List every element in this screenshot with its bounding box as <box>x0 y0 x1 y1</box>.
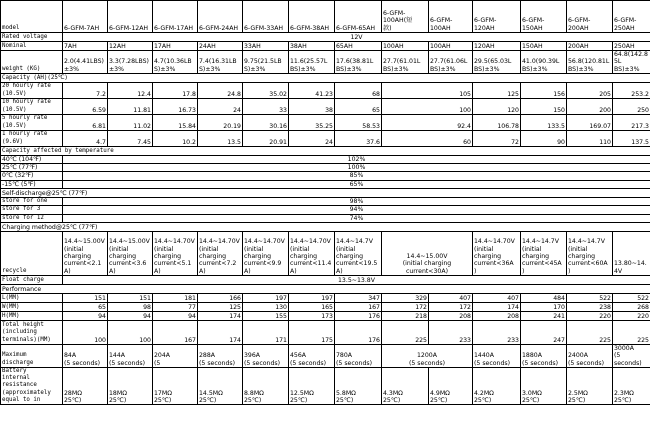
self-discharge-label: store for 3 <box>1 206 63 214</box>
capacity-value-cell: 35.02 <box>243 82 289 98</box>
performance-value-cell: 233 <box>429 320 473 344</box>
nominal-cell: 24AH <box>198 42 243 51</box>
capacity-value-cell: 92.4 <box>382 114 473 130</box>
capacity-value-cell: 125 <box>473 82 521 98</box>
model-name-cell: 6-GFM- 150AH <box>521 1 567 33</box>
capacity-value-cell: 65 <box>335 98 382 114</box>
performance-value-cell: 151 <box>108 293 153 302</box>
charging-header-row <box>1 222 650 231</box>
capacity-value-cell: 137.5 <box>613 130 650 146</box>
performance-value-cell: 130 <box>243 302 289 311</box>
recycle-cell: 14.4~14.7V (initial charging current<60A ) <box>567 231 613 275</box>
max-discharge-label: Maximum discharge <box>1 344 63 367</box>
performance-value-cell: 208 <box>473 311 521 320</box>
performance-value-cell: 225 <box>567 320 613 344</box>
self-discharge-value: 98% <box>63 198 650 206</box>
capacity-value-cell: 12.4 <box>108 82 153 98</box>
capacity-value-cell: 11.81 <box>108 98 153 114</box>
capacity-value-cell: 15.84 <box>153 114 198 130</box>
performance-value-cell: 522 <box>613 293 650 302</box>
capacity-value-cell: 16.73 <box>153 98 198 114</box>
temperature-row <box>1 155 650 163</box>
capacity-header-row <box>1 73 650 82</box>
performance-value-cell: 65 <box>63 302 108 311</box>
capacity-value-cell: 20.19 <box>198 114 243 130</box>
performance-value-cell: 225 <box>613 320 650 344</box>
capacity-rate-label: 10 hourly rate (10.5V) <box>1 98 63 114</box>
self-discharge-row <box>1 198 650 206</box>
recycle-last-cell: 13.80~14.4V <box>613 231 650 275</box>
resistance-cell: 2.3MΩ 25℃) <box>613 367 650 404</box>
temperature-value: 100% <box>63 164 650 172</box>
performance-value-cell: 347 <box>335 293 382 302</box>
performance-value-cell: 98 <box>108 302 153 311</box>
capacity-header: Capacity (AH)(25℃) <box>1 73 650 82</box>
weight-cell: 11.6(25.57L BS)±3% <box>289 51 335 74</box>
weight-row <box>1 51 650 74</box>
capacity-value-cell: 24 <box>289 130 335 146</box>
performance-value-cell: 197 <box>289 293 335 302</box>
nominal-label: Nominal <box>1 42 63 51</box>
performance-value-cell: 174 <box>473 302 521 311</box>
weight-cell: 27.7(61.01L BS)±3% <box>382 51 429 74</box>
max-discharge-cell: 1880A (5 seconds) <box>521 344 567 367</box>
performance-label: W(MM) <box>1 302 63 311</box>
weight-cell: 41.0(90.39L BS)±3% <box>521 51 567 74</box>
performance-value-cell: 522 <box>567 293 613 302</box>
float-charge-row <box>1 275 650 284</box>
performance-value-cell: 268 <box>613 302 650 311</box>
capacity-value-cell: 13.5 <box>198 130 243 146</box>
self-discharge-value: 74% <box>63 214 650 222</box>
model-name-cell: 6-GFM-65AH <box>335 1 382 33</box>
capacity-row <box>1 98 650 114</box>
capacity-value-cell: 60 <box>382 130 473 146</box>
performance-value-cell: 172 <box>429 302 473 311</box>
max-discharge-row <box>1 344 650 367</box>
performance-value-cell: 238 <box>567 302 613 311</box>
performance-value-cell: 181 <box>153 293 198 302</box>
recycle-label: recycle <box>1 231 63 275</box>
float-charge-label: Float charge <box>1 275 63 284</box>
performance-value-cell: 173 <box>289 311 335 320</box>
resistance-cell: 5.8MΩ 25℃) <box>335 367 382 404</box>
nominal-cell: 12AH <box>108 42 153 51</box>
weight-cell: 64.8(142.85L BS)±3% <box>613 51 650 74</box>
capacity-value-cell: 58.53 <box>335 114 382 130</box>
self-discharge-value: 94% <box>63 206 650 214</box>
capacity-value-cell: 150 <box>521 98 567 114</box>
resistance-label: Battery internal resistance (approximately equal to in <box>1 367 63 404</box>
max-discharge-cell: 84A (5 seconds) <box>63 344 108 367</box>
rated-voltage-label: Rated voltage <box>1 33 63 42</box>
model-name-cell: 6-GFM-7AH <box>63 1 108 33</box>
resistance-cell: 8.8MΩ 25℃) <box>243 367 289 404</box>
capacity-value-cell: 200 <box>567 98 613 114</box>
performance-value-cell: 220 <box>613 311 650 320</box>
capacity-value-cell: 156 <box>521 82 567 98</box>
weight-cell: 3.3(7.28LBS) ±3% <box>108 51 153 74</box>
recycle-row <box>1 231 650 275</box>
capacity-value-cell: 253.2 <box>613 82 650 98</box>
float-charge-value: 13.5~13.8V <box>63 275 650 284</box>
weight-cell: 9.75(21.5LB S)±3% <box>243 51 289 74</box>
temperature-header-row <box>1 146 650 155</box>
capacity-value-cell: 205 <box>567 82 613 98</box>
model-name-cell: 6-GFM- 200AH <box>567 1 613 33</box>
performance-value-cell: 167 <box>335 302 382 311</box>
max-discharge-cell: 2400A (5 seconds) <box>567 344 613 367</box>
performance-header-row <box>1 284 650 293</box>
performance-value-cell: 225 <box>382 320 429 344</box>
capacity-value-cell: 17.8 <box>153 82 198 98</box>
capacity-value-cell: 24 <box>198 98 243 114</box>
performance-value-cell: 174 <box>198 320 243 344</box>
resistance-cell: 12.5MΩ 25℃) <box>289 367 335 404</box>
capacity-value-cell: 20.91 <box>243 130 289 146</box>
temperature-value: 102% <box>63 155 650 163</box>
performance-value-cell: 220 <box>567 311 613 320</box>
capacity-value-cell: 106.78 <box>473 114 521 130</box>
resistance-cell: 28MΩ 25℃) <box>63 367 108 404</box>
weight-cell: 56.8(120.81L BS)±3% <box>567 51 613 74</box>
temperature-row <box>1 172 650 180</box>
performance-value-cell: 176 <box>335 311 382 320</box>
temperature-row <box>1 180 650 188</box>
max-discharge-cell: 780A (5 seconds) <box>335 344 382 367</box>
recycle-cell: 14.4~14.70V (initial charging current<5.1 A) <box>153 231 198 275</box>
model-name-cell: 6-GFM-24AH <box>198 1 243 33</box>
self-discharge-label: store for 12 <box>1 214 63 222</box>
capacity-value-cell: 169.07 <box>567 114 613 130</box>
performance-label: L(MM) <box>1 293 63 302</box>
self-discharge-row <box>1 206 650 214</box>
charging-header: Charging method@25℃ (77℉) <box>1 222 650 231</box>
resistance-cell: 14.5MΩ 25℃) <box>198 367 243 404</box>
performance-value-cell: 407 <box>473 293 521 302</box>
performance-value-cell: 94 <box>153 311 198 320</box>
performance-value-cell: 484 <box>521 293 567 302</box>
capacity-value-cell: 217.3 <box>613 114 650 130</box>
performance-value-cell: 125 <box>198 302 243 311</box>
nominal-cell: 100AH <box>429 42 473 51</box>
nominal-cell: 120AH <box>473 42 521 51</box>
capacity-value-cell: 24.8 <box>198 82 243 98</box>
self-discharge-row <box>1 214 650 222</box>
performance-row <box>1 320 650 344</box>
self-discharge-header: Self-discharge@25℃ (77℉) <box>1 189 650 198</box>
capacity-value-cell: 7.45 <box>108 130 153 146</box>
capacity-row <box>1 82 650 98</box>
performance-value-cell: 171 <box>243 320 289 344</box>
capacity-value-cell: 110 <box>567 130 613 146</box>
resistance-cell: 17MΩ 25℃) <box>153 367 198 404</box>
capacity-value-cell: 30.16 <box>243 114 289 130</box>
capacity-rate-label: 20 hourly rate (10.5V) <box>1 82 63 98</box>
nominal-cell: 17AH <box>153 42 198 51</box>
resistance-cell: 4.2MΩ 25℃) <box>473 367 521 404</box>
model-name-cell: 6-GFM- 100AH(短 款) <box>382 1 429 33</box>
temperature-label: 40℃ (104℉) <box>1 155 63 163</box>
recycle-merged-cell: 14.4~15.00V (initial charging current<30A) <box>382 231 473 275</box>
weight-cell: 4.7(10.36LB S)±3% <box>153 51 198 74</box>
resistance-row <box>1 367 650 404</box>
capacity-value-cell: 90 <box>521 130 567 146</box>
capacity-value-cell: 37.6 <box>335 130 382 146</box>
rated-voltage-value: 12V <box>63 33 650 42</box>
weight-cell: 17.6(38.81L BS)±3% <box>335 51 382 74</box>
rated-voltage-row <box>1 33 650 42</box>
temperature-label: 25℃ (77℉) <box>1 164 63 172</box>
performance-value-cell: 100 <box>108 320 153 344</box>
capacity-value-cell: 10.2 <box>153 130 198 146</box>
recycle-cell: 14.4~14.70V (initial charging current<11.4 A) <box>289 231 335 275</box>
capacity-value-cell: 41.23 <box>289 82 335 98</box>
weight-cell: 7.4(16.31LB S)±3% <box>198 51 243 74</box>
performance-value-cell: 218 <box>382 311 429 320</box>
resistance-cell: 4.3MΩ 25℃) <box>382 367 429 404</box>
performance-value-cell: 247 <box>521 320 567 344</box>
performance-value-cell: 155 <box>243 311 289 320</box>
nominal-cell: 7AH <box>63 42 108 51</box>
capacity-row <box>1 114 650 130</box>
performance-value-cell: 167 <box>153 320 198 344</box>
weight-cell: 27.7(61.06L BS)±3% <box>429 51 473 74</box>
performance-value-cell: 165 <box>289 302 335 311</box>
nominal-cell: 65AH <box>335 42 382 51</box>
performance-value-cell: 166 <box>198 293 243 302</box>
nominal-cell: 250AH <box>613 42 650 51</box>
max-discharge-cell: 456A (5 seconds) <box>289 344 335 367</box>
nominal-cell: 200AH <box>567 42 613 51</box>
self-discharge-header-row <box>1 189 650 198</box>
self-discharge-label: store for one <box>1 198 63 206</box>
max-discharge-cell: 1440A (5 seconds) <box>473 344 521 367</box>
performance-value-cell: 233 <box>473 320 521 344</box>
nominal-row <box>1 42 650 51</box>
capacity-value-cell: 6.81 <box>63 114 108 130</box>
performance-value-cell: 197 <box>243 293 289 302</box>
recycle-cell: 14.4~14.7V (initial charging current<19.5 A) <box>335 231 382 275</box>
resistance-cell: 4.9MΩ 25℃) <box>429 367 473 404</box>
performance-value-cell: 100 <box>63 320 108 344</box>
capacity-value-cell: 4.7 <box>63 130 108 146</box>
recycle-cell: 14.4~14.7V (initial charging current<45A ) <box>521 231 567 275</box>
model-name-cell: 6-GFM- 100AH <box>429 1 473 33</box>
temperature-row <box>1 164 650 172</box>
capacity-rate-label: 1 hourly rate (9.6V) <box>1 130 63 146</box>
max-discharge-cell: 396A (5 seconds) <box>243 344 289 367</box>
capacity-value-cell: 133.5 <box>521 114 567 130</box>
performance-value-cell: 175 <box>289 320 335 344</box>
max-discharge-cell: 3000A (5 seconds) <box>613 344 650 367</box>
max-discharge-merged-cell: 1200A (5 seconds) <box>382 344 473 367</box>
max-discharge-cell: 288A (5 seconds) <box>198 344 243 367</box>
temperature-value: 85% <box>63 172 650 180</box>
nominal-cell: 150AH <box>521 42 567 51</box>
weight-cell: 2.0(4.41LBS) ±3% <box>63 51 108 74</box>
resistance-cell: 2.5MΩ 25℃) <box>567 367 613 404</box>
model-name-cell: 6-GFM- 250AH <box>613 1 650 33</box>
recycle-cell: 14.4~15.00V (initial charging current<3.6 A) <box>108 231 153 275</box>
nominal-cell: 100AH <box>382 42 429 51</box>
capacity-row <box>1 130 650 146</box>
recycle-cell: 14.4~14.70V (initial charging current<7.2 A) <box>198 231 243 275</box>
performance-row <box>1 302 650 311</box>
capacity-rate-label: 5 hourly rate (10.5V) <box>1 114 63 130</box>
performance-value-cell: 94 <box>108 311 153 320</box>
performance-value-cell: 94 <box>63 311 108 320</box>
performance-label: Total height (including terminals)(MM) <box>1 320 63 344</box>
model-name-cell: 6-GFM-17AH <box>153 1 198 33</box>
resistance-cell: 18MΩ 25℃) <box>108 367 153 404</box>
performance-value-cell: 241 <box>521 311 567 320</box>
nominal-cell: 38AH <box>289 42 335 51</box>
recycle-cell: 14.4~14.70V (initial charging current<9.9 A) <box>243 231 289 275</box>
nominal-cell: 33AH <box>243 42 289 51</box>
performance-value-cell: 329 <box>382 293 429 302</box>
capacity-value-cell: 100 <box>382 98 473 114</box>
performance-value-cell: 174 <box>198 311 243 320</box>
weight-label: weight (KG) <box>1 51 63 74</box>
model-name-cell: 6-GFM-38AH <box>289 1 335 33</box>
temperature-header: Capacity affected by temperature <box>1 146 650 155</box>
performance-label: H(MM) <box>1 311 63 320</box>
capacity-value-cell: 6.59 <box>63 98 108 114</box>
model-name-cell: 6-GFM- 120AH <box>473 1 521 33</box>
model-header-row <box>1 1 650 33</box>
model-name-cell: 6-GFM-33AH <box>243 1 289 33</box>
performance-value-cell: 208 <box>429 311 473 320</box>
performance-value-cell: 172 <box>382 302 429 311</box>
model-name-cell: 6-GFM-12AH <box>108 1 153 33</box>
temperature-label: -15℃ (5℉) <box>1 180 63 188</box>
capacity-value-cell: 105 <box>382 82 473 98</box>
model-label: model <box>1 1 63 33</box>
recycle-cell: 14.4~14.70V (initial charging current<36A ) <box>473 231 521 275</box>
temperature-label: 0℃ (32℉) <box>1 172 63 180</box>
weight-cell: 29.5(65.03L BS)±3% <box>473 51 521 74</box>
resistance-cell: 3.0MΩ 25℃) <box>521 367 567 404</box>
performance-value-cell: 176 <box>335 320 382 344</box>
capacity-value-cell: 38 <box>289 98 335 114</box>
performance-value-cell: 170 <box>521 302 567 311</box>
capacity-value-cell: 250 <box>613 98 650 114</box>
performance-header: Performance <box>1 284 650 293</box>
performance-value-cell: 407 <box>429 293 473 302</box>
max-discharge-cell: 204A (5 <box>153 344 198 367</box>
temperature-value: 65% <box>63 180 650 188</box>
capacity-value-cell: 35.25 <box>289 114 335 130</box>
performance-value-cell: 151 <box>63 293 108 302</box>
capacity-value-cell: 7.2 <box>63 82 108 98</box>
performance-row <box>1 311 650 320</box>
recycle-cell: 14.4~15.00V (initial charging current<2.1 A) <box>63 231 108 275</box>
capacity-value-cell: 120 <box>473 98 521 114</box>
performance-row <box>1 293 650 302</box>
performance-value-cell: 77 <box>153 302 198 311</box>
capacity-value-cell: 68 <box>335 82 382 98</box>
capacity-value-cell: 72 <box>473 130 521 146</box>
capacity-value-cell: 33 <box>243 98 289 114</box>
capacity-value-cell: 11.02 <box>108 114 153 130</box>
max-discharge-cell: 144A (5 seconds) <box>108 344 153 367</box>
